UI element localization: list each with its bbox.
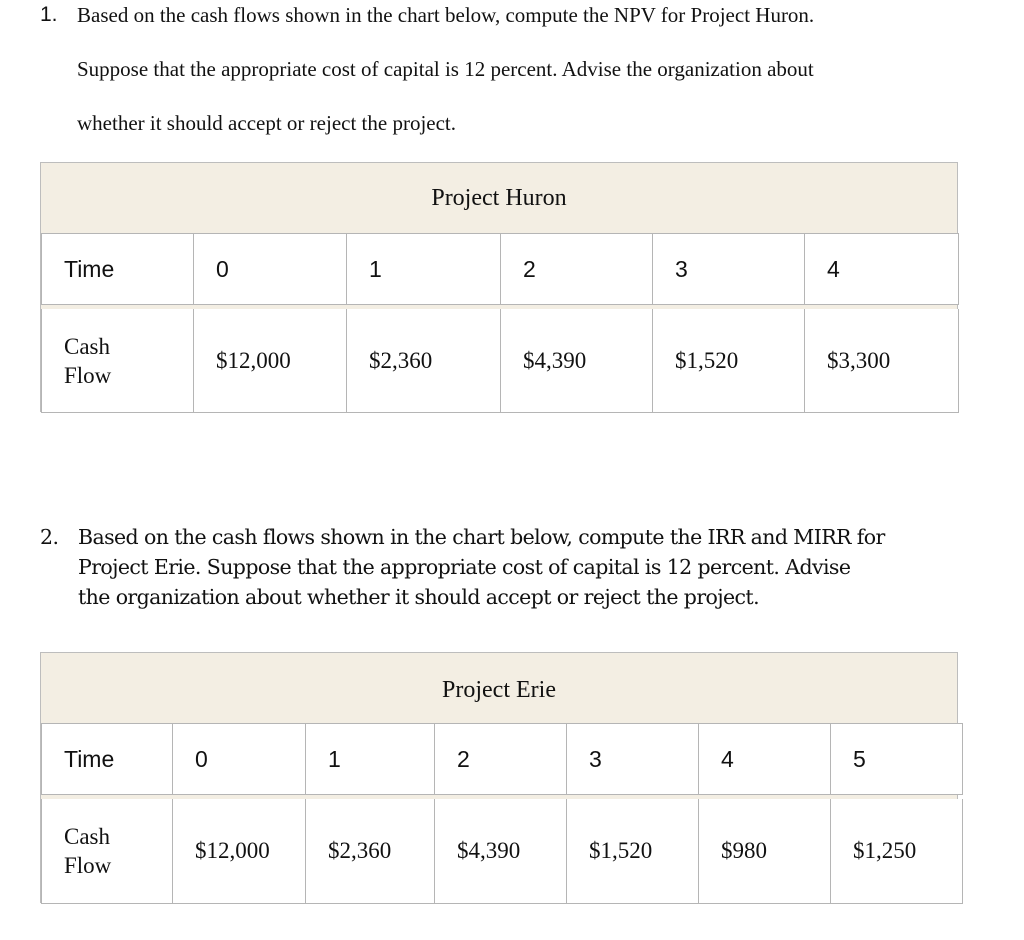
time-cell: 4 <box>699 723 831 795</box>
question-1-number: 1. <box>40 3 58 26</box>
cash-flow-cell: $12,000 <box>194 309 347 413</box>
time-cell: 5 <box>831 723 963 795</box>
time-cell: 2 <box>435 723 567 795</box>
project-huron-table <box>40 162 958 412</box>
cash-flow-cell: $1,520 <box>653 309 805 413</box>
cash-flow-label-cell <box>41 309 194 413</box>
cash-label-line-1: Cash <box>64 824 110 849</box>
cash-label-line-2: Flow <box>64 853 112 878</box>
question-2-number: 2. <box>40 525 59 549</box>
time-cell: 1 <box>306 723 435 795</box>
time-cell: 2 <box>501 233 653 305</box>
cash-flow-cell: $980 <box>699 799 831 904</box>
cash-flow-row <box>41 309 957 413</box>
question-2-line-3: the organization about whether it should accept or reject the project. <box>78 585 759 609</box>
question-2-line-1: Based on the cash flows shown in the chart below, compute the IRR and MIRR for <box>78 525 885 549</box>
table-title: Project Huron <box>431 185 567 211</box>
cash-flow-cell: $3,300 <box>805 309 959 413</box>
cash-flow-cell: $2,360 <box>347 309 501 413</box>
cash-flow-cell: $2,360 <box>306 799 435 904</box>
table-title: Project Erie <box>442 677 556 703</box>
cash-flow-row <box>41 799 957 904</box>
question-2-line-2: Project Erie. Suppose that the appropriate cost of capital is 12 percent. Advise <box>78 555 851 579</box>
time-cell: 4 <box>805 233 959 305</box>
cash-label-line-1: Cash <box>64 333 110 359</box>
time-row <box>41 233 957 305</box>
cash-flow-cell: $4,390 <box>501 309 653 413</box>
time-cell: 1 <box>347 233 501 305</box>
time-cell: 3 <box>653 233 805 305</box>
time-cell: 3 <box>567 723 699 795</box>
time-label-cell: Time <box>41 723 173 795</box>
cash-flow-label-cell <box>41 799 173 904</box>
question-1-line-2: Suppose that the appropriate cost of capital is 12 percent. Advise the organization about <box>77 57 814 81</box>
project-erie-table <box>40 652 958 903</box>
cash-flow-cell: $1,250 <box>831 799 963 904</box>
time-row <box>41 723 957 795</box>
cash-label-line-2: Flow <box>64 362 112 388</box>
time-cell: 0 <box>194 233 347 305</box>
cash-flow-cell: $12,000 <box>173 799 306 904</box>
time-label-cell: Time <box>41 233 194 305</box>
cash-flow-cell: $4,390 <box>435 799 567 904</box>
question-1-line-1: Based on the cash flows shown in the chart below, compute the NPV for Project Huron. <box>77 3 815 27</box>
question-1-line-3: whether it should accept or reject the project. <box>77 111 457 135</box>
cash-flow-cell: $1,520 <box>567 799 699 904</box>
time-cell: 0 <box>173 723 306 795</box>
